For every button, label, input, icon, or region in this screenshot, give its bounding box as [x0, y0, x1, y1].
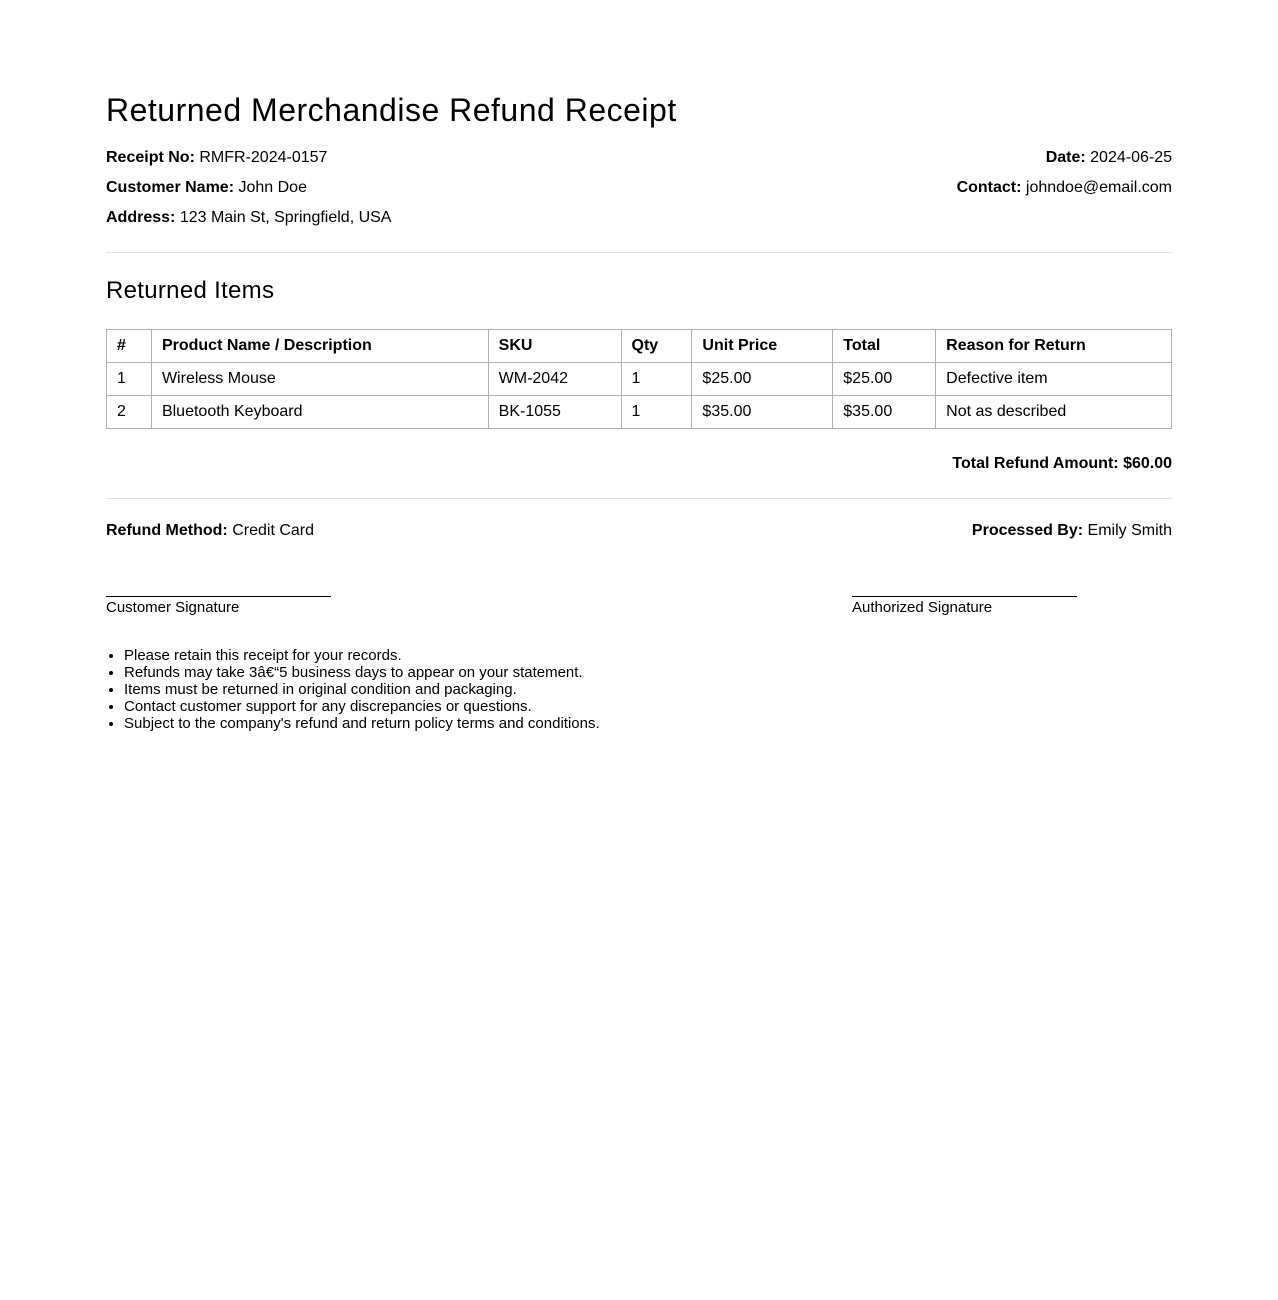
list-item: • Contact customer support for any discrepancies or questions. [124, 698, 600, 715]
receipt-number-label: Receipt No: [106, 149, 195, 166]
total-refund-label: Total Refund Amount: [952, 455, 1119, 472]
list-item: • Items must be returned in original condition and packaging. [124, 681, 600, 698]
refund-details-row [106, 521, 1172, 541]
address-label: Address: [106, 209, 176, 226]
table-cell: 1 [107, 363, 152, 396]
customer-signature-label: Customer Signature [106, 599, 240, 616]
table-row [107, 396, 1172, 429]
table-row [107, 363, 1172, 396]
column-header: Reason for Return [936, 330, 1172, 363]
table-header-row [107, 330, 1172, 363]
table-cell: Wireless Mouse [151, 363, 488, 396]
table-cell: 1 [621, 363, 692, 396]
customer-contact [957, 178, 1172, 198]
authorized-signature-label: Authorized Signature [852, 599, 993, 616]
column-header: Total [833, 330, 936, 363]
column-header: Unit Price [692, 330, 833, 363]
table-cell: BK-1055 [488, 396, 621, 429]
total-refund-value: $60.00 [1123, 455, 1172, 472]
table-cell: Bluetooth Keyboard [151, 396, 488, 429]
meta-row-3 [106, 208, 1172, 228]
customer-signature-line [106, 596, 331, 618]
column-header: # [107, 330, 152, 363]
divider [106, 252, 1172, 253]
list-item: • Subject to the company's refund and return policy terms and conditions. [124, 715, 600, 732]
table-cell: 1 [621, 396, 692, 429]
receipt-number-value: RMFR-2024-0157 [199, 149, 328, 166]
refund-method-value: Credit Card [232, 522, 315, 539]
customer-name [106, 178, 307, 198]
list-item: • Refunds may take 3â€“5 business days to appear on your statement. [124, 664, 600, 681]
column-header: Product Name / Description [151, 330, 488, 363]
refund-method [106, 521, 314, 541]
customer-name-label: Customer Name: [106, 179, 235, 196]
contact-label: Contact: [956, 179, 1022, 196]
divider [106, 498, 1172, 499]
column-header: Qty [621, 330, 692, 363]
list-item: • Please retain this receipt for your records. [124, 647, 600, 664]
customer-address [106, 208, 391, 228]
table-cell: $35.00 [833, 396, 936, 429]
table-cell: Defective item [936, 363, 1172, 396]
processed-by [972, 521, 1172, 541]
contact-value: johndoe@email.com [1025, 179, 1172, 196]
meta-row-1 [106, 148, 1172, 168]
refund-method-label: Refund Method: [106, 522, 228, 539]
table-cell: $25.00 [692, 363, 833, 396]
authorized-signature-line [852, 596, 1077, 618]
address-value: 123 Main St, Springfield, USA [179, 209, 392, 226]
table-cell: WM-2042 [488, 363, 621, 396]
page-title: Returned Merchandise Refund Receipt [106, 92, 677, 128]
total-refund-amount [952, 454, 1172, 474]
meta-row-2 [106, 178, 1172, 198]
returned-items-table [106, 329, 1172, 429]
receipt-notes [106, 647, 600, 732]
customer-name-value: John Doe [238, 179, 307, 196]
table-cell: Not as described [936, 396, 1172, 429]
receipt-number [106, 148, 327, 168]
table-cell: $35.00 [692, 396, 833, 429]
column-header: SKU [488, 330, 621, 363]
date-label: Date: [1045, 149, 1086, 166]
processed-by-value: Emily Smith [1087, 522, 1172, 539]
table-cell: $25.00 [833, 363, 936, 396]
processed-by-label: Processed By: [971, 522, 1084, 539]
returned-items-heading: Returned Items [106, 277, 275, 304]
date-value: 2024-06-25 [1090, 149, 1172, 166]
table-cell: 2 [107, 396, 152, 429]
receipt-date [1046, 148, 1172, 168]
